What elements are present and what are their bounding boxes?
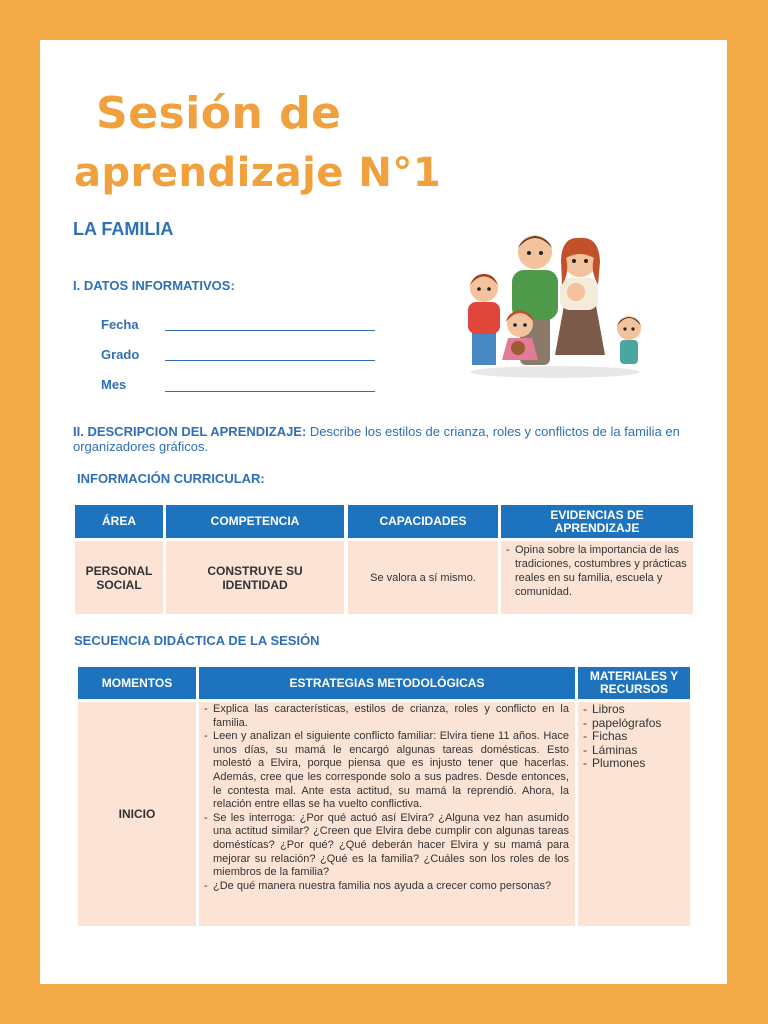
- header-capacidades: CAPACIDADES: [348, 505, 498, 538]
- mes-input-line[interactable]: [165, 391, 375, 392]
- descripcion-block: [73, 424, 693, 454]
- evidencia-item: - Opina sobre la importancia de las tradiciones, costumbres y prácticas reales en su familia, escuela y comunidad.: [505, 543, 689, 599]
- cell-estrategias: [199, 702, 575, 926]
- toddler-figure: [617, 316, 641, 364]
- descripcion-label: II. DESCRIPCION DEL APRENDIZAJE:: [73, 424, 307, 439]
- header-materiales: MATERIALES Y RECURSOS: [578, 667, 690, 699]
- title-line-2: aprendizaje N°1: [74, 150, 442, 196]
- cell-competencia: CONSTRUYE SU IDENTIDAD: [166, 541, 344, 614]
- title-line-1: Sesión de: [96, 88, 342, 139]
- descripcion-text: Describe los estilos de crianza, roles y conflictos de la familia en organizadores gráficos.: [73, 424, 680, 454]
- grado-input-line[interactable]: [165, 360, 375, 361]
- estrategia-item: - Explica las características, estilos de crianza, roles y conflicto en la familia.: [203, 703, 569, 730]
- material-item: - Plumones: [582, 757, 686, 771]
- curricular-heading: INFORMACIÓN CURRICULAR:: [77, 471, 265, 486]
- cell-area: PERSONAL SOCIAL: [75, 541, 163, 614]
- cell-materiales: [578, 702, 690, 926]
- cell-capacidades: Se valora a sí mismo.: [348, 541, 498, 614]
- header-estrategias: ESTRATEGIAS METODOLÓGICAS: [199, 667, 575, 699]
- document-page: [40, 40, 727, 984]
- datos-heading: I. DATOS INFORMATIVOS:: [73, 278, 235, 293]
- header-momentos: MOMENTOS: [78, 667, 196, 699]
- material-item: - Libros: [582, 703, 686, 717]
- secuencia-heading: SECUENCIA DIDÁCTICA DE LA SESIÓN: [74, 633, 320, 648]
- field-label-grado: Grado: [101, 347, 140, 362]
- header-evidencias: EVIDENCIAS DE APRENDIZAJE: [501, 505, 693, 538]
- cell-evidencias: [501, 541, 693, 614]
- header-area: ÁREA: [75, 505, 163, 538]
- material-item: - Fichas: [582, 730, 686, 744]
- estrategia-item: - Se les interroga: ¿Por qué actuó así Elvira? ¿Alguna vez han asumido una actitud similar? ¿Creen que Elvira debe cumplir con algunas tareas domésticas? ¿Por qué? ¿Qué deberán hacer Elvira y su mamá para mejorar su relación? ¿Qué es la familia? ¿Cuáles son los roles de los miembros de la familia?: [203, 812, 569, 880]
- field-label-fecha: Fecha: [101, 317, 139, 332]
- family-illustration: [460, 230, 650, 380]
- field-label-mes: Mes: [101, 377, 127, 392]
- material-item: - papelógrafos: [582, 717, 686, 731]
- boy-figure: [468, 274, 500, 365]
- material-item: - Láminas: [582, 744, 686, 758]
- subtitle: LA FAMILIA: [73, 219, 174, 239]
- fecha-input-line[interactable]: [165, 330, 375, 331]
- cell-momento: INICIO: [78, 702, 196, 926]
- estrategia-item: - Leen y analizan el siguiente conflicto familiar: Elvira tiene 11 años. Hace unos días, su mamá le encargó algunas tareas domésticas. Esto molestó a Elvira, porque piensa que es injusto tener que hacerlas. Además, cree que les corresponde solo a sus padres. Desde entonces, le contesta mal. Ante esta actitud, su mamá la reprendió. Ahora, la relación entre ellas se ha vuelto conflictiva.: [203, 730, 569, 812]
- mother-figure: [555, 238, 605, 355]
- header-competencia: COMPETENCIA: [166, 505, 344, 538]
- estrategia-item: - ¿De qué manera nuestra familia nos ayuda a crecer como personas?: [203, 880, 569, 894]
